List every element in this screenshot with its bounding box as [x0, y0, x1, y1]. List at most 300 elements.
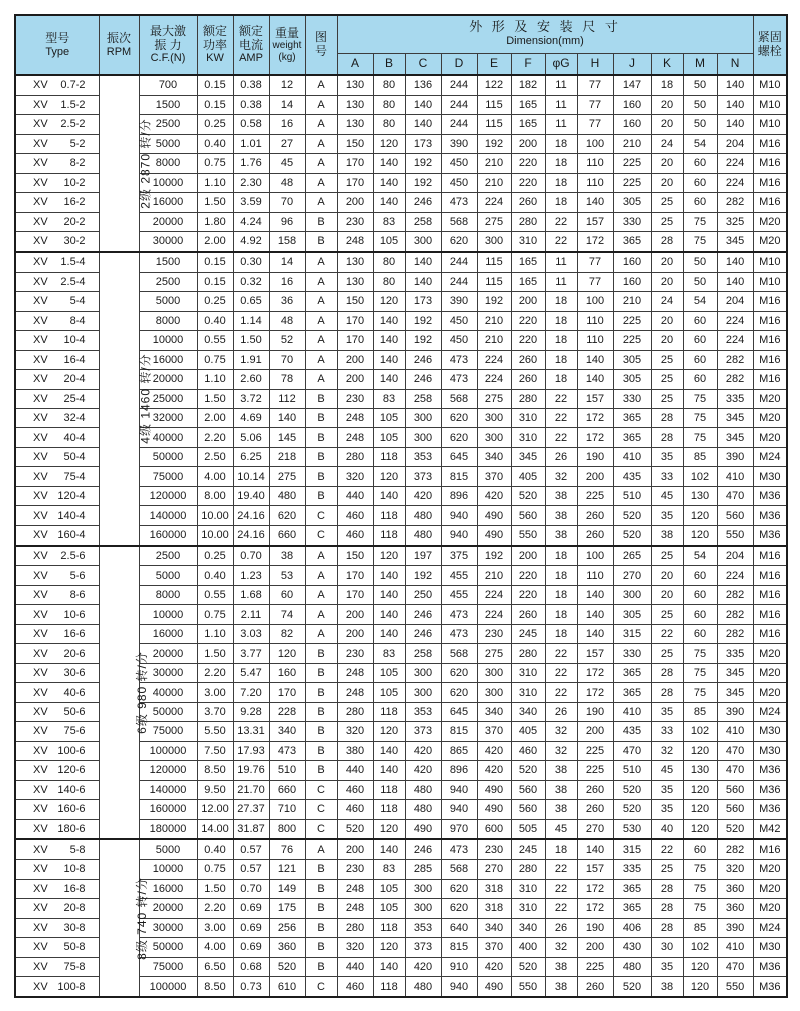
cell: 300: [613, 585, 651, 604]
cell: 70: [269, 193, 305, 212]
cell: 172: [577, 879, 613, 898]
header-centrifugal-force: 最大激 振 力 C.F.(N): [139, 15, 197, 75]
cell: 173: [405, 134, 441, 153]
header-dim-d: D: [441, 53, 477, 75]
cell: 22: [545, 428, 577, 447]
model-code: 75-8: [63, 960, 86, 973]
rpm-group-label: [99, 75, 153, 252]
cell: 510: [613, 761, 651, 780]
cell: 4.00: [197, 938, 233, 957]
cell: 246: [405, 605, 441, 624]
model-prefix: XV: [33, 744, 48, 757]
cell: 470: [717, 741, 753, 760]
rpm-group-label-text: 6级 980 转/分: [134, 651, 149, 734]
cell: 10000: [139, 331, 197, 350]
cell: 370: [477, 938, 511, 957]
cell: 345: [511, 447, 545, 466]
model-prefix: XV: [33, 764, 48, 777]
cell: 220: [511, 154, 545, 173]
cell: 244: [441, 75, 477, 95]
model-code: 1.5-4: [60, 256, 86, 269]
cell: 25: [651, 860, 683, 879]
cell: 940: [441, 977, 477, 997]
cell: 265: [613, 546, 651, 566]
cell: 224: [477, 350, 511, 369]
cell: 170: [269, 683, 305, 702]
cell: 140: [373, 605, 405, 624]
cell: 33: [651, 722, 683, 741]
cell: 10.14: [233, 467, 269, 486]
cell: 3.77: [233, 644, 269, 663]
cell: 620: [441, 899, 477, 918]
cell: 140: [405, 252, 441, 272]
cell: 340: [269, 722, 305, 741]
cell: 300: [477, 683, 511, 702]
cell: 1.50: [233, 331, 269, 350]
cell: 210: [477, 331, 511, 350]
cell: 140: [577, 350, 613, 369]
cell: 2500: [139, 115, 197, 134]
model-code: 100-6: [57, 744, 86, 757]
cell: 11: [545, 95, 577, 114]
cell: 480: [405, 506, 441, 525]
cell: 4.24: [233, 212, 269, 231]
cell: 18: [545, 370, 577, 389]
cell: 190: [577, 702, 613, 721]
cell: M10: [753, 115, 787, 134]
cell: 282: [717, 193, 753, 212]
table-row: [15, 839, 787, 859]
cell: 305: [613, 370, 651, 389]
cell: 710: [269, 800, 305, 819]
cell: 9.28: [233, 702, 269, 721]
cell: 105: [373, 232, 405, 252]
cell: 5.47: [233, 663, 269, 682]
cell: M16: [753, 566, 787, 585]
cell: 480: [405, 525, 441, 545]
cell: 353: [405, 918, 441, 937]
cell: 172: [577, 663, 613, 682]
cell: 25: [651, 193, 683, 212]
cell: M36: [753, 761, 787, 780]
header-power-kw: 额定 功率 KW: [197, 15, 233, 75]
model-cell: [15, 154, 99, 173]
cell: 140: [373, 331, 405, 350]
cell: 172: [577, 683, 613, 702]
cell: 896: [441, 486, 477, 505]
spec-table: [14, 14, 788, 998]
cell: 32: [651, 741, 683, 760]
model-prefix: XV: [33, 882, 48, 895]
header-dim-g: φG: [545, 53, 577, 75]
cell: 100000: [139, 741, 197, 760]
cell: 410: [717, 467, 753, 486]
cell: 230: [337, 644, 373, 663]
header-type: 型号 Type: [15, 15, 99, 75]
cell: 204: [717, 292, 753, 311]
header-dim-n: N: [717, 53, 753, 75]
cell: M24: [753, 702, 787, 721]
cell: A: [305, 252, 337, 272]
cell: 420: [405, 486, 441, 505]
cell: M36: [753, 780, 787, 799]
cell: 140: [373, 154, 405, 173]
cell: 140: [405, 115, 441, 134]
cell: A: [305, 370, 337, 389]
cell: 260: [577, 780, 613, 799]
cell: 280: [511, 644, 545, 663]
cell: 0.15: [197, 95, 233, 114]
cell: 53: [269, 566, 305, 585]
cell: 645: [441, 702, 477, 721]
cell: 510: [613, 486, 651, 505]
model-prefix: XV: [33, 589, 48, 602]
cell: 815: [441, 722, 477, 741]
cell: 460: [337, 525, 373, 545]
cell: 370: [477, 722, 511, 741]
cell: 45: [545, 819, 577, 839]
cell: 18: [545, 350, 577, 369]
cell: 245: [511, 624, 545, 643]
cell: 1.68: [233, 585, 269, 604]
cell: B: [305, 938, 337, 957]
cell: 1.10: [197, 173, 233, 192]
model-code: 40-6: [63, 686, 86, 699]
model-code: 30-8: [63, 921, 86, 934]
cell: 12: [269, 75, 305, 95]
cell: 260: [511, 350, 545, 369]
cell: 220: [511, 585, 545, 604]
cell: 353: [405, 447, 441, 466]
cell: 150: [337, 134, 373, 153]
model-prefix: XV: [33, 783, 48, 796]
cell: 490: [477, 780, 511, 799]
cell: M36: [753, 977, 787, 997]
model-prefix: XV: [33, 509, 48, 522]
cell: 460: [337, 780, 373, 799]
cell: 50: [683, 252, 717, 272]
cell: 32: [545, 938, 577, 957]
model-code: 16-8: [63, 882, 86, 895]
cell: 520: [613, 780, 651, 799]
model-cell: [15, 232, 99, 252]
cell: 192: [405, 173, 441, 192]
cell: 280: [337, 447, 373, 466]
cell: 200: [337, 839, 373, 859]
cell: 225: [613, 173, 651, 192]
header-dim-e: E: [477, 53, 511, 75]
cell: 60: [683, 585, 717, 604]
model-code: 2.5-6: [60, 549, 86, 562]
header-dim-k: K: [651, 53, 683, 75]
cell: 32: [545, 467, 577, 486]
cell: 520: [613, 800, 651, 819]
cell: 16000: [139, 350, 197, 369]
cell: 550: [717, 525, 753, 545]
cell: 192: [405, 331, 441, 350]
cell: 2.50: [197, 447, 233, 466]
cell: 160: [613, 252, 651, 272]
model-code: 1.5-2: [60, 98, 86, 111]
cell: M20: [753, 389, 787, 408]
cell: 28: [651, 408, 683, 427]
cell: 83: [373, 212, 405, 231]
cell: B: [305, 644, 337, 663]
cell: 420: [477, 741, 511, 760]
cell: 1.50: [197, 389, 233, 408]
cell: 218: [269, 447, 305, 466]
cell: 157: [577, 644, 613, 663]
cell: 450: [441, 331, 477, 350]
cell: 8.00: [197, 486, 233, 505]
model-code: 16-2: [63, 196, 86, 209]
cell: 24: [651, 134, 683, 153]
cell: 140: [373, 350, 405, 369]
model-cell: [15, 115, 99, 134]
cell: B: [305, 899, 337, 918]
cell: 25: [651, 644, 683, 663]
cell: 224: [717, 154, 753, 173]
cell: 600: [477, 819, 511, 839]
cell: 20: [651, 311, 683, 330]
cell: 160000: [139, 525, 197, 545]
cell: 0.40: [197, 311, 233, 330]
cell: M20: [753, 879, 787, 898]
cell: 76: [269, 839, 305, 859]
cell: 470: [717, 761, 753, 780]
cell: M16: [753, 624, 787, 643]
cell: 260: [577, 525, 613, 545]
cell: M30: [753, 467, 787, 486]
cell: 0.75: [197, 350, 233, 369]
cell: 245: [511, 839, 545, 859]
cell: 140: [373, 486, 405, 505]
cell: 170: [337, 311, 373, 330]
model-code: 5-8: [69, 843, 86, 856]
cell: 11: [545, 252, 577, 272]
cell: 77: [577, 252, 613, 272]
model-code: 16-4: [63, 353, 86, 366]
cell: 420: [477, 761, 511, 780]
cell: 230: [477, 839, 511, 859]
cell: 480: [269, 486, 305, 505]
cell: 5000: [139, 566, 197, 585]
cell: 520: [613, 506, 651, 525]
cell: 0.15: [197, 252, 233, 272]
cell: 390: [441, 292, 477, 311]
cell: 20: [651, 154, 683, 173]
cell: 225: [577, 761, 613, 780]
cell: 310: [511, 899, 545, 918]
cell: 225: [613, 331, 651, 350]
cell: 6.50: [197, 957, 233, 976]
cell: 340: [477, 702, 511, 721]
cell: 520: [613, 525, 651, 545]
table-body: [15, 75, 787, 997]
cell: 160: [613, 115, 651, 134]
cell: 6.25: [233, 447, 269, 466]
cell: M20: [753, 663, 787, 682]
rpm-group-label: [99, 252, 153, 546]
cell: 360: [717, 899, 753, 918]
cell: 118: [373, 525, 405, 545]
cell: C: [305, 780, 337, 799]
cell: 270: [577, 819, 613, 839]
cell: 330: [613, 389, 651, 408]
cell: 16000: [139, 879, 197, 898]
cell: 260: [511, 193, 545, 212]
model-code: 180-6: [57, 823, 86, 836]
model-cell: [15, 272, 99, 291]
cell: 48: [269, 173, 305, 192]
cell: 1.23: [233, 566, 269, 585]
cell: 4.69: [233, 408, 269, 427]
cell: 530: [613, 819, 651, 839]
cell: 75000: [139, 957, 197, 976]
cell: 140000: [139, 780, 197, 799]
model-prefix: XV: [33, 334, 48, 347]
cell: 7.50: [197, 741, 233, 760]
model-cell: [15, 331, 99, 350]
model-prefix: XV: [33, 256, 48, 269]
cell: 200: [577, 722, 613, 741]
cell: 340: [477, 447, 511, 466]
cell: 0.25: [197, 115, 233, 134]
cell: 0.65: [233, 292, 269, 311]
cell: 140: [373, 761, 405, 780]
cell: 118: [373, 780, 405, 799]
model-cell: [15, 75, 99, 95]
cell: 22: [545, 683, 577, 702]
cell: 60: [269, 585, 305, 604]
cell: 18: [545, 154, 577, 173]
cell: 16000: [139, 193, 197, 212]
cell: 120: [683, 525, 717, 545]
cell: 192: [477, 134, 511, 153]
cell: 35: [651, 800, 683, 819]
cell: 246: [405, 193, 441, 212]
cell: 118: [373, 977, 405, 997]
cell: 172: [577, 428, 613, 447]
model-cell: [15, 605, 99, 624]
cell: A: [305, 75, 337, 95]
cell: 248: [337, 683, 373, 702]
model-prefix: XV: [33, 314, 48, 327]
model-cell: [15, 585, 99, 604]
header-rpm: 振次 RPM: [99, 15, 139, 75]
cell: 275: [477, 389, 511, 408]
cell: A: [305, 546, 337, 566]
cell: 115: [477, 95, 511, 114]
cell: A: [305, 839, 337, 859]
cell: 100: [577, 292, 613, 311]
cell: 225: [613, 154, 651, 173]
header-dim-c: C: [405, 53, 441, 75]
cell: 244: [441, 115, 477, 134]
cell: 40000: [139, 683, 197, 702]
cell: 120: [373, 467, 405, 486]
cell: 38: [545, 506, 577, 525]
cell: 620: [441, 408, 477, 427]
cell: 80: [373, 252, 405, 272]
cell: 80: [373, 272, 405, 291]
cell: 280: [337, 702, 373, 721]
cell: C: [305, 819, 337, 839]
cell: 38: [545, 486, 577, 505]
cell: 568: [441, 389, 477, 408]
cell: 102: [683, 722, 717, 741]
cell: A: [305, 605, 337, 624]
cell: A: [305, 134, 337, 153]
cell: 0.30: [233, 252, 269, 272]
cell: 160000: [139, 800, 197, 819]
cell: 35: [651, 957, 683, 976]
cell: 335: [717, 644, 753, 663]
cell: 21.70: [233, 780, 269, 799]
cell: 120: [373, 134, 405, 153]
cell: 20: [651, 566, 683, 585]
cell: M36: [753, 800, 787, 819]
model-code: 20-2: [63, 215, 86, 228]
cell: M36: [753, 486, 787, 505]
cell: 26: [545, 918, 577, 937]
cell: 136: [405, 75, 441, 95]
model-cell: [15, 860, 99, 879]
model-cell: [15, 428, 99, 447]
cell: 310: [511, 428, 545, 447]
cell: 224: [477, 193, 511, 212]
cell: 560: [511, 506, 545, 525]
cell: 140: [373, 957, 405, 976]
cell: 38: [545, 525, 577, 545]
cell: 60: [683, 331, 717, 350]
model-code: 40-4: [63, 431, 86, 444]
cell: 1.76: [233, 154, 269, 173]
cell: 815: [441, 467, 477, 486]
cell: 640: [441, 918, 477, 937]
cell: 18: [545, 624, 577, 643]
cell: 75000: [139, 722, 197, 741]
cell: 8000: [139, 154, 197, 173]
cell: B: [305, 232, 337, 252]
model-prefix: XV: [33, 647, 48, 660]
cell: 390: [717, 702, 753, 721]
cell: 455: [441, 566, 477, 585]
model-cell: [15, 95, 99, 114]
cell: 660: [269, 780, 305, 799]
cell: 246: [405, 839, 441, 859]
cell: 110: [577, 331, 613, 350]
model-cell: [15, 977, 99, 997]
cell: 54: [683, 292, 717, 311]
rpm-group-label-text: 4级 1460 转/分: [138, 353, 153, 444]
cell: 315: [613, 624, 651, 643]
cell: 192: [405, 566, 441, 585]
cell: 520: [717, 819, 753, 839]
cell: 318: [477, 899, 511, 918]
cell: 310: [511, 232, 545, 252]
model-code: 100-8: [57, 980, 86, 993]
cell: 282: [717, 839, 753, 859]
cell: 345: [717, 408, 753, 427]
cell: 620: [441, 663, 477, 682]
cell: M20: [753, 899, 787, 918]
cell: 45: [269, 154, 305, 173]
cell: 35: [651, 506, 683, 525]
model-prefix: XV: [33, 196, 48, 209]
cell: 60: [683, 624, 717, 643]
cell: 620: [269, 506, 305, 525]
